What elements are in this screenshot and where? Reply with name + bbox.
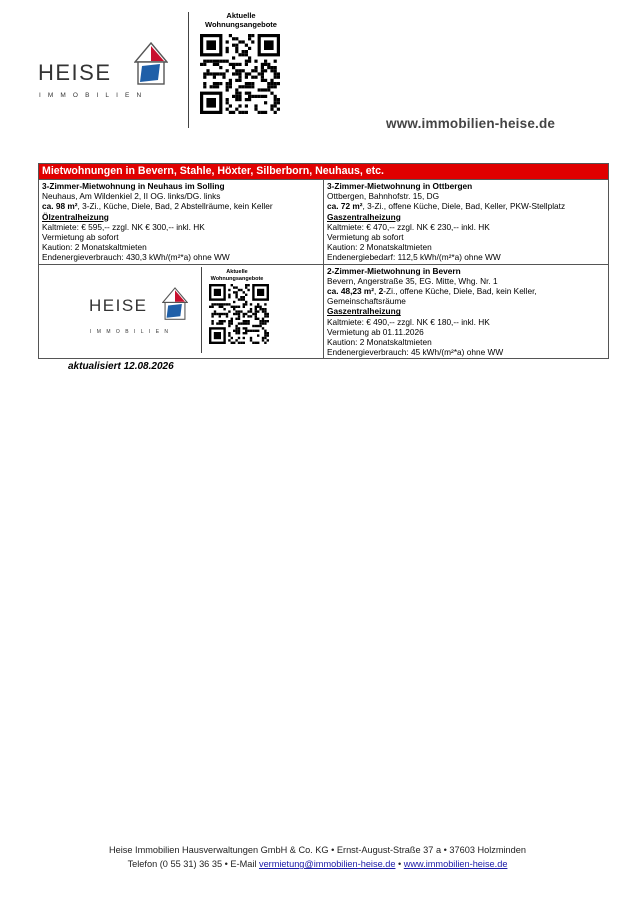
offer-address: Bevern, Angerstraße 35, EG. Mitte, Whg. Nr. 1: [327, 275, 498, 286]
offer-availability: Vermietung ab sofort: [327, 232, 404, 243]
offer-heating: Gaszentralheizung: [327, 211, 401, 222]
footer-company: Heise Immobilien Hausverwaltungen GmbH & Co. KG • Ernst-August-Straße 37 a • 37603 Holzminden: [109, 845, 526, 855]
footer: [0, 843, 635, 871]
offer-energy: Endenergieverbrauch: 430,3 kWh/(m²*a) ohne WW: [42, 252, 230, 263]
footer-email-link[interactable]: vermietung@immobilien-heise.de: [258, 859, 396, 869]
offer-availability: Vermietung ab 01.11.2026: [327, 326, 424, 337]
house-logo-icon: [162, 287, 188, 321]
qr-code-icon[interactable]: [209, 284, 269, 344]
offer-neuhaus: [39, 180, 323, 264]
house-logo-icon: [134, 42, 168, 86]
logo-wordmark: HEISE: [89, 295, 148, 315]
offer-energy: Endenergieverbrauch: 45 kWh/(m²*a) ohne WW: [327, 347, 504, 358]
footer-contact: Telefon (0 55 31) 36 35 • E-Mail vermietung@immobilien-heise.de • www.immobilien-heise.de: [127, 859, 508, 869]
listing-title: Mietwohnungen in Bevern, Stahle, Höxter, Silberborn, Neuhaus, etc.: [39, 164, 608, 179]
offer-address: Neuhaus, Am Wildenkiel 2, II OG. links/DG. links: [42, 191, 221, 202]
offer-details: ca. 98 m², 3-Zi., Küche, Diele, Bad, 2 Abstellräume, kein Keller: [42, 201, 273, 212]
offer-availability: Vermietung ab sofort: [42, 232, 119, 243]
qr-caption: Aktuelle Wohnungsangebote: [205, 11, 277, 29]
offer-heating: Ölzentralheizung: [42, 211, 109, 222]
offer-bevern: [323, 265, 607, 359]
offer-heating: Gaszentralheizung: [327, 306, 401, 317]
offer-deposit: Kaution: 2 Monatskaltmieten: [327, 242, 432, 253]
table-row: [39, 264, 608, 359]
offer-address: Ottbergen, Bahnhofstr. 15, DG: [327, 191, 440, 202]
offer-headline: 2-Zimmer-Mietwohnung in Bevern: [327, 265, 461, 276]
offer-deposit: Kaution: 2 Monatskaltmieten: [327, 337, 432, 348]
company-logo: [38, 40, 188, 110]
offer-rent: Kaltmiete: € 470,-- zzgl. NK € 230,-- inkl. HK: [327, 221, 490, 232]
table-row: [39, 179, 608, 264]
qr-code-icon[interactable]: [200, 34, 280, 114]
offer-headline: 3-Zimmer-Mietwohnung in Neuhaus im Solling: [42, 181, 225, 191]
logo-wordmark: HEISE: [38, 60, 112, 85]
header-divider: [188, 12, 189, 128]
promo-divider: [201, 267, 202, 353]
offer-details: ca. 72 m², 3-Zi., offene Küche, Diele, Bad, Keller, PKW-Stellplatz: [327, 201, 566, 212]
offer-ottbergen: [323, 180, 607, 264]
offer-rent: Kaltmiete: € 595,-- zzgl. NK € 300,-- inkl. HK: [42, 221, 205, 232]
footer-website-link[interactable]: www.immobilien-heise.de: [403, 859, 508, 869]
promo-cell: [39, 265, 323, 357]
offer-energy: Endenergiebedarf: 112,5 kWh/(m²*a) ohne WW: [327, 252, 501, 263]
offer-headline: 3-Zimmer-Mietwohnung in Ottbergen: [327, 181, 473, 191]
qr-caption: Aktuelle Wohnungsangebote: [210, 268, 264, 282]
logo-subtitle: IMMOBILIEN: [39, 92, 149, 99]
offer-deposit: Kaution: 2 Monatskaltmieten: [42, 242, 147, 253]
offer-rent: Kaltmiete: € 490,-- zzgl. NK € 180,-- inkl. HK: [327, 316, 490, 327]
updated-date: aktualisiert 12.08.2026: [68, 361, 174, 372]
header-website[interactable]: www.immobilien-heise.de: [386, 116, 556, 131]
offer-details: ca. 48,23 m², 2-Zi., offene Küche, Diele, Bad, kein Keller, Gemeinschaftsräume: [327, 286, 537, 307]
logo-subtitle: IMMOBILIEN: [90, 328, 174, 335]
listing-table: [38, 163, 609, 359]
